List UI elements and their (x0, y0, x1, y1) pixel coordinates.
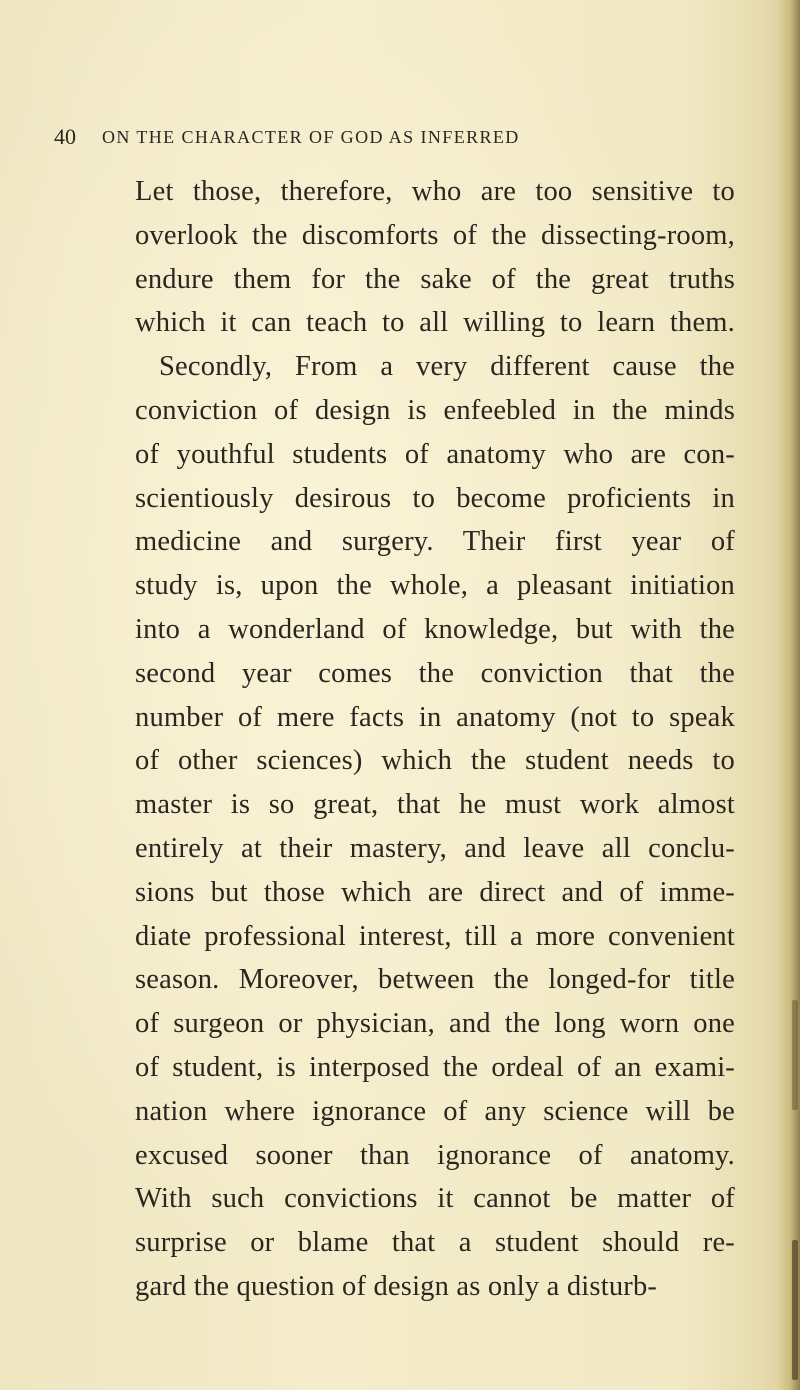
text-line: overlook the discomforts of the dissecting-room, (135, 219, 735, 251)
text-line: Let those, therefore, who are too sensitive to (135, 176, 735, 207)
text-line: study is, upon the whole, a pleasant initiation (135, 570, 735, 602)
text-line: diate professional interest, till a more convenient (135, 920, 735, 952)
text-line: medicine and surgery. Their first year of (135, 526, 735, 558)
text-line: entirely at their mastery, and leave all conclu- (135, 832, 735, 864)
text-line: of youthful students of anatomy who are con- (135, 438, 735, 470)
text-line: excused sooner than ignorance of anatomy. (135, 1139, 735, 1171)
text-line: into a wonderland of knowledge, but with the (135, 613, 735, 645)
text-line: Secondly, From a very different cause the (159, 351, 735, 383)
text-line: With such convictions it cannot be matter of (135, 1183, 735, 1215)
text-line: endure them for the sake of the great truths (135, 263, 735, 295)
page-number: 40 (54, 124, 76, 149)
text-line: of student, is interposed the ordeal of an exami- (135, 1051, 735, 1083)
text-line: conviction of design is enfeebled in the minds (135, 394, 735, 426)
text-line: scientiously desirous to become proficients in (135, 482, 735, 514)
body-text (135, 170, 735, 1309)
page-header (54, 124, 694, 154)
text-line: season. Moreover, between the longed-for title (135, 964, 735, 996)
text-line: of surgeon or physician, and the long worn one (135, 1008, 735, 1040)
text-line: nation where ignorance of any science will be (135, 1095, 735, 1127)
running-head: ON THE CHARACTER OF GOD AS INFERRED (102, 127, 520, 147)
text-line: of other sciences) which the student needs to (135, 745, 735, 777)
text-line: number of mere facts in anatomy (not to speak (135, 701, 735, 733)
text-line: which it can teach to all willing to learn them. (135, 307, 735, 339)
page-edge-mark (792, 1240, 798, 1380)
text-line: gard the question of design as only a disturb- (135, 1270, 658, 1302)
page-edge-mark (792, 1000, 798, 1110)
text-line: surprise or blame that a student should re- (135, 1227, 735, 1259)
page-edge-shadow (778, 0, 800, 1390)
text-line: sions but those which are direct and of imme- (135, 876, 735, 908)
text-line: second year comes the conviction that the (135, 657, 735, 689)
text-line: master is so great, that he must work almost (135, 789, 735, 821)
